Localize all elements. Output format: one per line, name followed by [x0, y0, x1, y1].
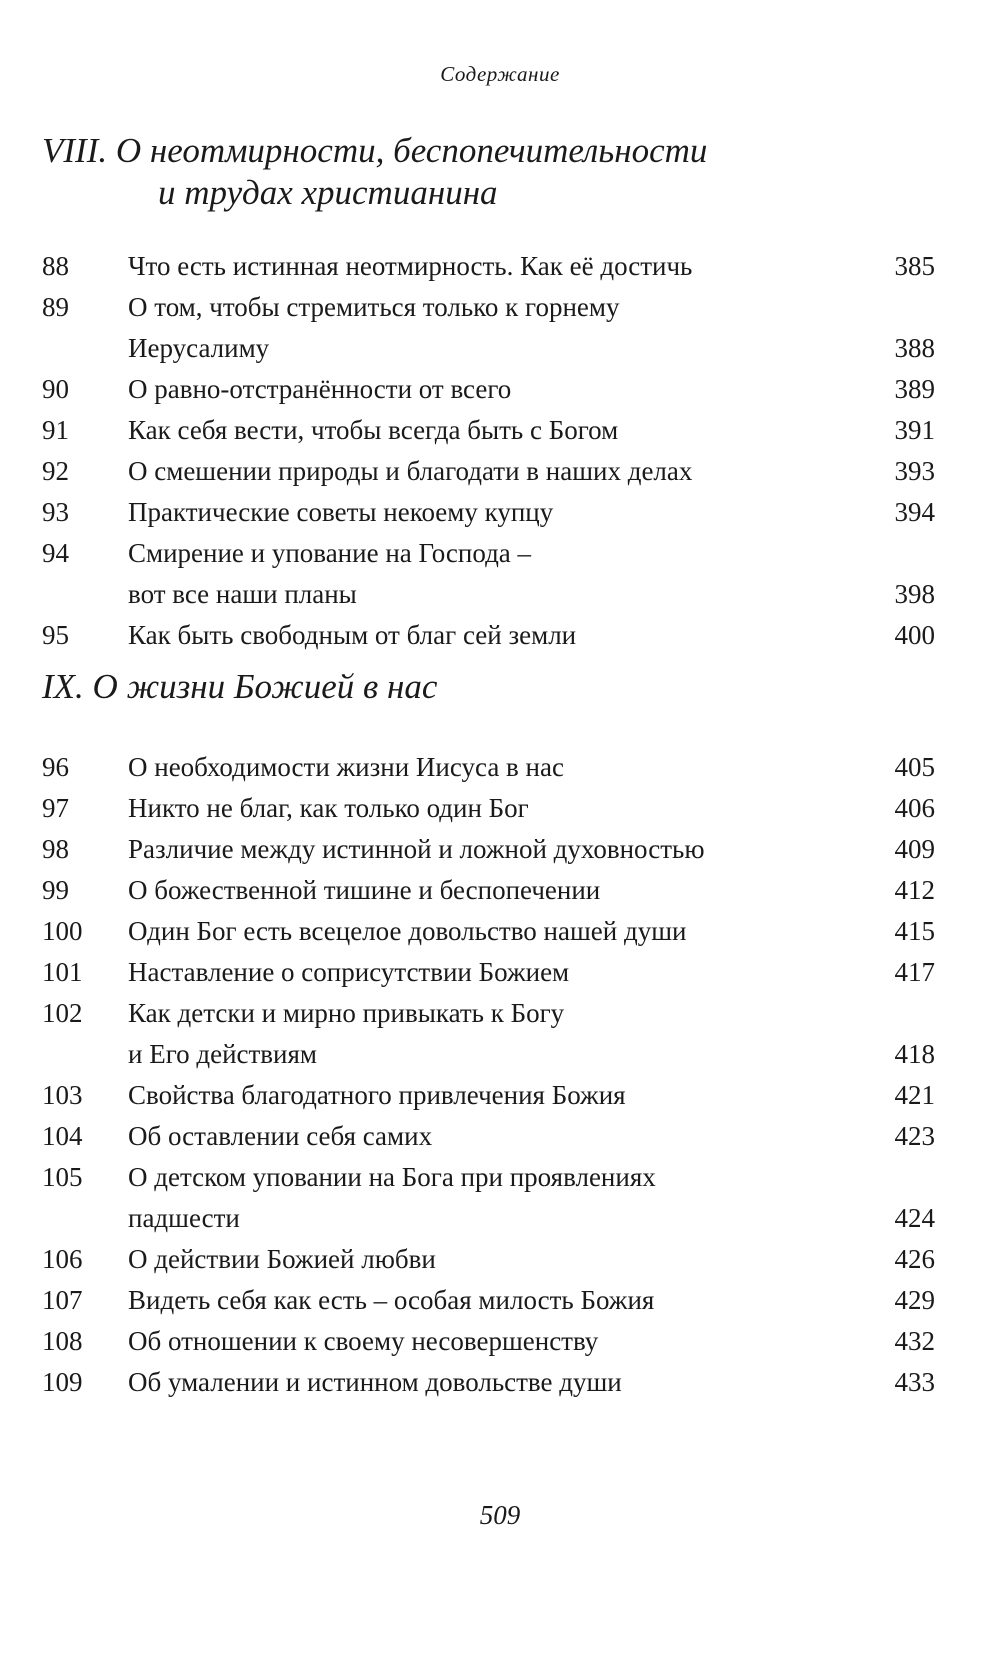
- entry-number: 94: [42, 538, 69, 568]
- toc-entry: [42, 410, 935, 451]
- running-head: Содержание: [440, 62, 560, 86]
- toc-entry: [42, 1362, 935, 1403]
- entry-title: Различие между истинной и ложной духовностью: [128, 834, 705, 864]
- entry-number: 93: [42, 497, 69, 527]
- entry-page-number: 398: [894, 579, 935, 609]
- entry-number: 99: [42, 875, 69, 905]
- entry-page-number: 393: [894, 456, 935, 486]
- entry-page-number: 400: [894, 620, 935, 650]
- section-title-line: и трудах христианина: [158, 173, 498, 212]
- toc-entry: [42, 369, 935, 410]
- entry-title: О действии Божией любви: [128, 1244, 436, 1274]
- entry-title: Видеть себя как есть – особая милость Божия: [128, 1285, 655, 1315]
- entry-page-number: 391: [894, 415, 935, 445]
- entry-number: 106: [42, 1244, 83, 1274]
- section-number: IX.: [42, 667, 84, 706]
- entry-title: и Его действиям: [128, 1039, 317, 1069]
- entry-title: Практические советы некоему купцу: [128, 497, 554, 527]
- entry-number: 104: [42, 1121, 83, 1151]
- toc-entry: [42, 1157, 935, 1239]
- entry-number: 97: [42, 793, 69, 823]
- entry-title: Смирение и упование на Господа –: [128, 538, 532, 568]
- entry-title: Свойства благодатного привлечения Божия: [128, 1080, 626, 1110]
- entry-page-number: 426: [894, 1244, 935, 1274]
- entry-number: 107: [42, 1285, 83, 1315]
- toc-entry: [42, 952, 935, 993]
- toc-entry: [42, 870, 935, 911]
- entry-page-number: 409: [894, 834, 935, 864]
- entry-number: 103: [42, 1080, 83, 1110]
- toc-entry: [42, 1280, 935, 1321]
- toc-entry: [42, 911, 935, 952]
- entry-title: Об умалении и истинном довольстве души: [128, 1367, 622, 1397]
- entry-number: 109: [42, 1367, 83, 1397]
- entry-number: 88: [42, 251, 69, 281]
- section-heading-ix: [42, 666, 942, 708]
- entry-title: О смешении природы и благодати в наших делах: [128, 456, 693, 486]
- entry-title: Как детски и мирно привыкать к Богу: [128, 998, 565, 1028]
- entry-page-number: 432: [894, 1326, 935, 1356]
- toc-list-ix: [42, 747, 935, 1403]
- entry-page-number: 394: [894, 497, 935, 527]
- toc-entry: [42, 533, 935, 615]
- entry-number: 108: [42, 1326, 83, 1356]
- entry-number: 100: [42, 916, 83, 946]
- entry-page-number: 421: [894, 1080, 935, 1110]
- toc-list-viii: [42, 246, 935, 656]
- entry-number: 102: [42, 998, 83, 1028]
- entry-title: Об оставлении себя самих: [128, 1121, 433, 1151]
- toc-entry: [42, 747, 935, 788]
- entry-page-number: 385: [894, 251, 935, 281]
- entry-number: 92: [42, 456, 69, 486]
- section-title-line: О жизни Божией в нас: [92, 667, 438, 706]
- entry-page-number: 405: [894, 752, 935, 782]
- toc-entry: [42, 492, 935, 533]
- entry-page-number: 389: [894, 374, 935, 404]
- page-number: 509: [479, 1500, 521, 1530]
- entry-title: О равно-отстранённости от всего: [128, 374, 512, 404]
- entry-title: Как себя вести, чтобы всегда быть с Богом: [128, 415, 619, 445]
- entry-number: 101: [42, 957, 83, 987]
- entry-title: О божественной тишине и беспопечении: [128, 875, 601, 905]
- toc-entry: [42, 1116, 935, 1157]
- entry-title: Иерусалиму: [128, 333, 270, 363]
- entry-number: 89: [42, 292, 69, 322]
- entry-page-number: 412: [894, 875, 935, 905]
- entry-title: Как быть свободным от благ сей земли: [128, 620, 577, 650]
- toc-entry: [42, 993, 935, 1075]
- entry-number: 95: [42, 620, 69, 650]
- entry-page-number: 429: [894, 1285, 935, 1315]
- entry-page-number: 423: [894, 1121, 935, 1151]
- section-heading-viii: [42, 130, 942, 214]
- toc-entry: [42, 1239, 935, 1280]
- toc-entry: [42, 788, 935, 829]
- entry-title: падшести: [128, 1203, 240, 1233]
- entry-title: О детском уповании на Бога при проявлениях: [128, 1162, 656, 1192]
- entry-page-number: 417: [894, 957, 935, 987]
- entry-page-number: 424: [894, 1203, 935, 1233]
- entry-title: вот все наши планы: [128, 579, 357, 609]
- toc-entry: [42, 615, 935, 656]
- entry-page-number: 406: [894, 793, 935, 823]
- entry-title: Что есть истинная неотмирность. Как её достичь: [128, 251, 693, 281]
- section-number: VIII.: [42, 131, 108, 170]
- entry-page-number: 415: [894, 916, 935, 946]
- entry-title: Наставление о соприсутствии Божием: [128, 957, 570, 987]
- entry-title: Один Бог есть всецелое довольство нашей души: [128, 916, 687, 946]
- entry-title: О необходимости жизни Иисуса в нас: [128, 752, 564, 782]
- section-title-line: О неотмирности, беспопечительности: [115, 131, 708, 170]
- toc-entry: [42, 287, 935, 369]
- toc-entry: [42, 829, 935, 870]
- entry-number: 91: [42, 415, 69, 445]
- toc-entry: [42, 1075, 935, 1116]
- entry-title: Об отношении к своему несовершенству: [128, 1326, 599, 1356]
- entry-number: 96: [42, 752, 69, 782]
- entry-number: 105: [42, 1162, 83, 1192]
- toc-entry: [42, 451, 935, 492]
- toc-entry: [42, 246, 935, 287]
- entry-title: О том, чтобы стремиться только к горнему: [128, 292, 620, 322]
- entry-page-number: 418: [894, 1039, 935, 1069]
- entry-page-number: 388: [894, 333, 935, 363]
- toc-entry: [42, 1321, 935, 1362]
- entry-number: 98: [42, 834, 69, 864]
- entry-page-number: 433: [894, 1367, 935, 1397]
- entry-title: Никто не благ, как только один Бог: [128, 793, 529, 823]
- entry-number: 90: [42, 374, 69, 404]
